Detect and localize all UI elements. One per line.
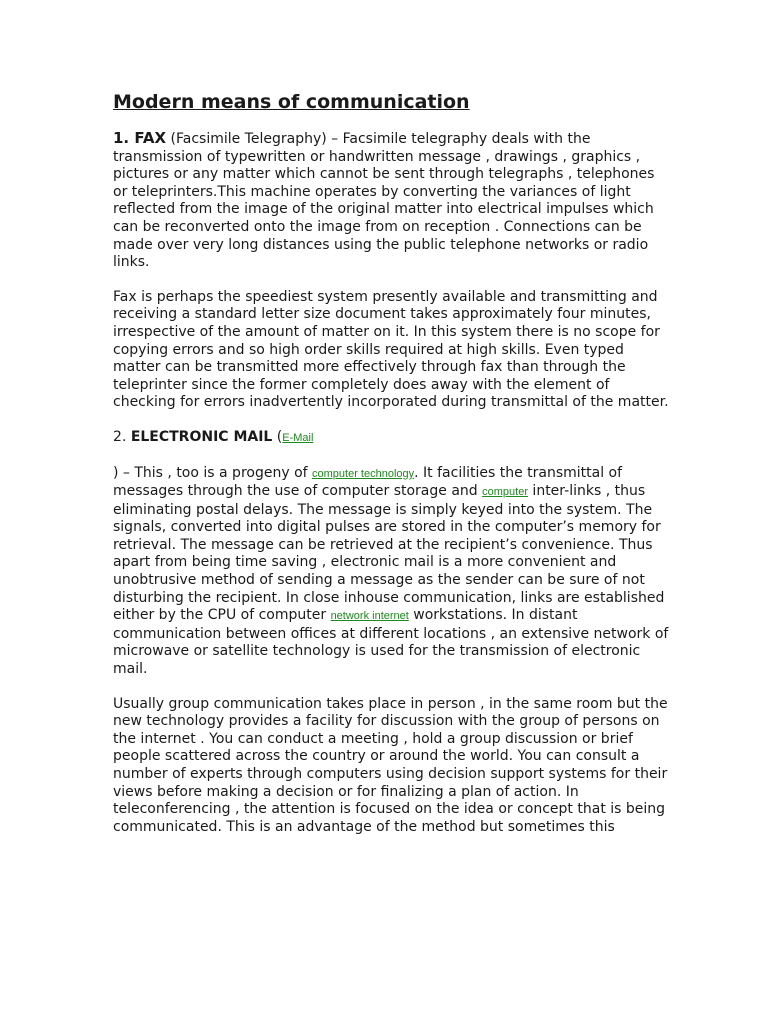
section-email-heading-line <box>113 429 673 448</box>
group-communication-paragraph: Usually group communication takes place in person , in the same room but the new technology provides a facility for discussion with the group of persons on the internet . You can conduct a meeting , hold a group discussion or brief people scattered across the country or around the world. You can consult a number of experts through computers using decision support systems for their views before making a decision or for finalizing a plan of action. In teleconferencing , the attention is focused on the idea or concept that is being communicated. This is an advantage of the method but sometimes this <box>113 695 668 835</box>
email-text-part4: workstations. In distant communication between offices at different locations , an extensive network of microwave or satellite technology is used for the transmission of electronic mail. <box>113 607 669 678</box>
section-email-heading: ELECTRONIC MAIL <box>130 428 273 445</box>
section-email-number: 2. <box>113 428 131 445</box>
email-description-paragraph <box>113 465 673 679</box>
email-text-part2: . It facilities the transmittal of messages through the use of computer storage and <box>113 464 623 500</box>
page-title: Modern means of communication <box>113 91 470 113</box>
computer-technology-link[interactable]: computer technology <box>312 467 415 480</box>
email-link[interactable]: E-Mail <box>282 431 314 444</box>
section-fax-heading: 1. FAX <box>113 129 167 147</box>
section-fax-text: (Facsimile Telegraphy) – Facsimile telegraphy deals with the transmission of typewritten or handwritten message , drawings , graphics , pictures or any matter which cannot be sent through telegraphs , telephones or teleprinters.This machine operates by converting the variances of light reflected from the image of the original matter into electrical impulses which can be reconverted onto the image from on reception . Connections can be made over very long distances using the public telephone networks or radio links. <box>113 131 655 271</box>
fax-speed-paragraph: Fax is perhaps the speediest system presently available and transmitting and receiving a standard letter size document takes approximately four minutes, irrespective of the amount of matter on it. In this system there is no scope for copying errors and so high order skills required at high skills. Even typed matter can be transmitted more effectively through fax than through the teleprinter since the former completely does away with the element of checking for errors inadvertently incorporated during transmittal of the matter. <box>113 288 669 411</box>
computer-link[interactable]: computer <box>482 486 528 499</box>
section-fax-paragraph <box>113 130 673 272</box>
network-internet-link[interactable]: network internet <box>330 610 409 623</box>
email-text-part1: ) – This , too is a progeny of <box>113 464 313 481</box>
email-text-part3: inter-links , thus eliminating postal delays. The message is simply keyed into the system. The signals, converted into digital pulses are stored in the computer’s memory for retrieval. The message can be retrieved at the recipient’s convenience. Thus apart from being time saving , electronic mail is a more convenient and unobtrusive method of sending a message as the sender can be sure of not disturbing the recipient. In close inhouse communication, links are established either by the CPU of computer <box>113 483 665 624</box>
open-paren: ( <box>272 428 283 445</box>
